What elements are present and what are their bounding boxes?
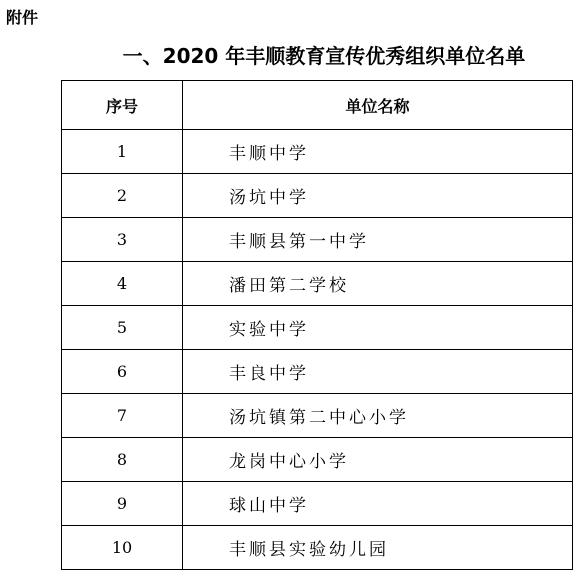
unit-name-cell: 汤坑中学 xyxy=(183,174,573,218)
header-serial-number: 序号 xyxy=(62,81,183,130)
table-row xyxy=(62,262,573,306)
attachment-label: 附件 xyxy=(6,8,39,27)
unit-name-cell: 丰顺县第一中学 xyxy=(183,218,573,262)
header-unit-name: 单位名称 xyxy=(183,81,573,130)
table-row xyxy=(62,130,573,174)
table-row xyxy=(62,438,573,482)
table-row xyxy=(62,174,573,218)
unit-name-cell: 丰顺中学 xyxy=(183,130,573,174)
unit-name-cell: 潘田第二学校 xyxy=(183,262,573,306)
unit-name-cell: 丰良中学 xyxy=(183,350,573,394)
serial-number-cell: 3 xyxy=(62,218,183,262)
table-row xyxy=(62,350,573,394)
table-row xyxy=(62,218,573,262)
serial-number-cell: 2 xyxy=(62,174,183,218)
unit-name-cell: 实验中学 xyxy=(183,306,573,350)
serial-number-cell: 7 xyxy=(62,394,183,438)
serial-number-cell: 4 xyxy=(62,262,183,306)
unit-name-cell: 汤坑镇第二中心小学 xyxy=(183,394,573,438)
organizations-table xyxy=(61,80,573,570)
table-row xyxy=(62,482,573,526)
serial-number-cell: 6 xyxy=(62,350,183,394)
table-row xyxy=(62,394,573,438)
document-title: 一、2020 年丰顺教育宣传优秀组织单位名单 xyxy=(122,44,526,68)
table-header-row xyxy=(62,81,573,130)
serial-number-cell: 1 xyxy=(62,130,183,174)
serial-number-cell: 10 xyxy=(62,526,183,570)
unit-name-cell: 丰顺县实验幼儿园 xyxy=(183,526,573,570)
serial-number-cell: 8 xyxy=(62,438,183,482)
table-row xyxy=(62,306,573,350)
serial-number-cell: 5 xyxy=(62,306,183,350)
serial-number-cell: 9 xyxy=(62,482,183,526)
table-row xyxy=(62,526,573,570)
unit-name-cell: 球山中学 xyxy=(183,482,573,526)
unit-name-cell: 龙岗中心小学 xyxy=(183,438,573,482)
